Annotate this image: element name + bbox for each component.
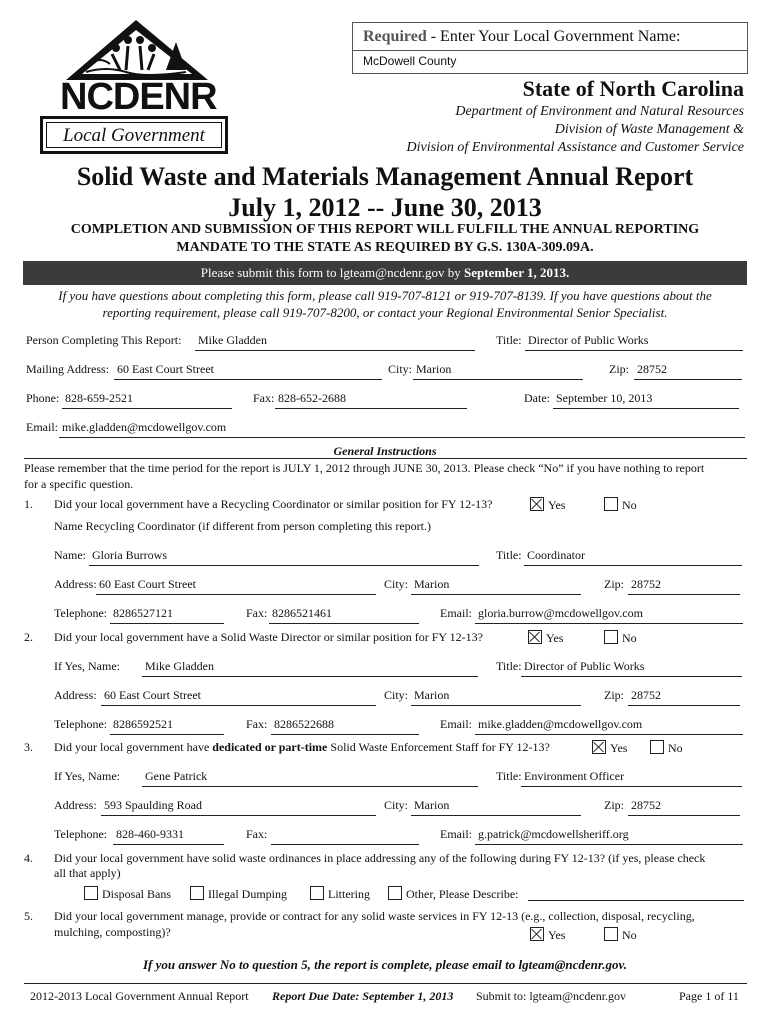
q2-zip-underline <box>628 705 740 706</box>
q3-no-checkbox-icon[interactable] <box>650 740 664 754</box>
required-label <box>363 28 680 46</box>
q2-fax-field[interactable]: 8286522688 <box>274 717 334 731</box>
q3-tel-underline <box>113 844 224 845</box>
q1-number: 1. <box>24 497 33 511</box>
q4-option-illegal-dumping[interactable] <box>190 886 287 902</box>
q1-name-field[interactable]: Gloria Burrows <box>92 548 167 562</box>
q2-title-label: Title: <box>496 659 522 673</box>
contact-title-label: Title: <box>496 333 522 347</box>
q3-city-label: City: <box>384 798 409 812</box>
q3-yes-option[interactable] <box>592 740 627 756</box>
contact-email-underline <box>59 437 745 438</box>
q3-no-label: No <box>668 741 683 755</box>
q2-address-underline <box>101 705 376 706</box>
contact-email-label: Email: <box>26 420 58 434</box>
q2-fax-label: Fax: <box>246 717 268 731</box>
q3-yes-checkbox-icon[interactable] <box>592 740 606 754</box>
littering-checkbox-icon[interactable] <box>310 886 324 900</box>
instructions-rule <box>24 458 747 459</box>
q2-email-field[interactable]: mike.gladden@mcdowellgov.com <box>478 717 643 731</box>
q1-zip-field[interactable]: 28752 <box>631 577 661 591</box>
q1-zip-label: Zip: <box>604 577 624 591</box>
q3-number: 3. <box>24 740 33 754</box>
q2-city-field[interactable]: Marion <box>414 688 450 702</box>
person-label: Person Completing This Report: <box>26 333 182 347</box>
q1-tel-underline <box>110 623 224 624</box>
q3-address-label: Address: <box>54 798 97 812</box>
q5-yes-label: Yes <box>548 928 566 942</box>
local-government-name-field[interactable]: McDowell County <box>363 54 457 68</box>
q1-fax-underline <box>269 623 419 624</box>
q2-ifyes-label: If Yes, Name: <box>54 659 120 673</box>
phone-label: Phone: <box>26 391 60 405</box>
q2-tel-underline <box>110 734 224 735</box>
closing-note: If you answer No to question 5, the report is complete, please email to lgteam@ncdenr.gov. <box>142 957 628 972</box>
q4-option-littering[interactable] <box>310 886 370 902</box>
q1-address-label: Address: <box>54 577 97 591</box>
q1-email-underline <box>475 623 743 624</box>
dept-line-3: Division of Environmental Assistance and Customer Service <box>406 140 744 155</box>
littering-label: Littering <box>328 887 370 901</box>
q1-yes-option[interactable] <box>530 497 565 513</box>
mail-underline <box>114 379 382 380</box>
questions-note-1: If you have questions about completing this form, please call 919-707-8121 or 919-707-8139. If you have questions about the <box>58 288 712 303</box>
footer-rule <box>24 983 747 984</box>
q5-yes-option[interactable] <box>530 927 565 943</box>
q2-name-underline <box>142 676 478 677</box>
state-title: State of North Carolina <box>522 76 744 101</box>
q1-sub-label: Name Recycling Coordinator (if different from person completing this report.) <box>54 519 432 533</box>
footer-report-name: 2012-2013 Local Government Annual Report <box>30 989 249 1003</box>
q3-zip-underline <box>628 815 740 816</box>
q1-city-underline <box>411 594 581 595</box>
contact-zip-label: Zip: <box>609 362 629 376</box>
contact-fax-label: Fax: <box>253 391 275 405</box>
date-field[interactable]: September 10, 2013 <box>556 391 653 405</box>
q1-no-option[interactable] <box>604 497 637 513</box>
instructions-heading: General Instructions <box>333 444 437 458</box>
q2-address-field[interactable]: 60 East Court Street <box>104 688 201 702</box>
q2-city-label: City: <box>384 688 409 702</box>
q2-no-checkbox-icon[interactable] <box>604 630 618 644</box>
contact-title-field[interactable]: Director of Public Works <box>528 333 649 347</box>
q5-no-label: No <box>622 928 637 942</box>
q2-email-label: Email: <box>440 717 472 731</box>
q2-text: Did your local government have a Solid Waste Director or similar position for FY 12-13? <box>54 630 483 644</box>
q5-no-checkbox-icon[interactable] <box>604 927 618 941</box>
required-name-box <box>352 22 748 74</box>
q3-title-field[interactable]: Environment Officer <box>524 769 625 783</box>
dept-line-2: Division of Waste Management & <box>554 122 744 137</box>
q5-line-2: mulching, composting)? <box>54 925 171 939</box>
q3-yes-label: Yes <box>610 741 628 755</box>
q1-no-label: No <box>622 498 637 512</box>
q2-yes-checkbox-icon[interactable] <box>528 630 542 644</box>
q1-address-underline <box>96 594 376 595</box>
q3-tel-label: Telephone: <box>54 827 108 841</box>
report-title: Solid Waste and Materials Management Annual Report <box>76 162 694 191</box>
footer-submit: Submit to: lgteam@ncdenr.gov <box>476 989 627 1003</box>
person-field[interactable]: Mike Gladden <box>198 333 267 347</box>
q5-line-1: Did your local government manage, provide or contract for any solid waste services in FY 12-13 (e.g., collection, disposal, recycling, <box>54 909 695 923</box>
q3-text-pre: Did your local government have <box>54 740 213 754</box>
q1-name-label: Name: <box>54 548 86 562</box>
mandate-line-1: COMPLETION AND SUBMISSION OF THIS REPORT WILL FULFILL THE ANNUAL REPORTING <box>70 222 700 237</box>
q3-email-field[interactable]: g.patrick@mcdowellsheriff.org <box>478 827 629 841</box>
q5-yes-checkbox-icon[interactable] <box>530 927 544 941</box>
q3-email-label: Email: <box>440 827 472 841</box>
logo-sublabel-box <box>40 116 228 154</box>
q2-title-field[interactable]: Director of Public Works <box>524 659 645 673</box>
q3-name-underline <box>142 786 478 787</box>
q1-city-field[interactable]: Marion <box>414 577 450 591</box>
q2-no-option[interactable] <box>604 630 637 646</box>
q3-text-bold: dedicated or part-time <box>212 740 328 754</box>
q4-line-1: Did your local government have solid waste ordinances in place addressing any of the following during FY 12-13? (if yes, please check <box>54 851 706 865</box>
mail-field[interactable]: 60 East Court Street <box>117 362 214 376</box>
q5-no-option[interactable] <box>604 927 637 943</box>
q1-text: Did your local government have a Recycling Coordinator or similar position for FY 12-13? <box>54 497 493 511</box>
contact-zip-field[interactable]: 28752 <box>637 362 667 376</box>
q1-address-field[interactable]: 60 East Court Street <box>99 577 196 591</box>
disposal-bans-label: Disposal Bans <box>102 887 171 901</box>
q2-city-underline <box>411 705 581 706</box>
q3-no-option[interactable] <box>650 740 683 756</box>
footer-page-number: Page 1 of 11 <box>679 989 739 1003</box>
q1-title-label: Title: <box>496 548 522 562</box>
required-bold: Required <box>363 28 427 45</box>
required-divider <box>353 50 747 51</box>
instructions-line-1: Please remember that the time period for the report is JULY 1, 2012 through JUNE 30, 2013. Please check “No” if you have nothing to report <box>24 461 705 475</box>
contact-fax-field[interactable]: 828-652-2688 <box>278 391 346 405</box>
q2-tel-label: Telephone: <box>54 717 108 731</box>
q3-title-label: Title: <box>496 769 522 783</box>
required-rest: - Enter Your Local Government Name: <box>426 28 681 45</box>
q4-other-describe-field[interactable] <box>528 900 744 901</box>
q2-tel-field[interactable]: 8286592521 <box>113 717 173 731</box>
contact-city-underline <box>413 379 583 380</box>
q1-title-field[interactable]: Coordinator <box>527 548 585 562</box>
person-underline <box>195 350 475 351</box>
q3-text <box>54 740 550 755</box>
q1-yes-checkbox-icon[interactable] <box>530 497 544 511</box>
q3-address-underline <box>101 815 376 816</box>
contact-city-label: City: <box>388 362 413 376</box>
q2-yes-label: Yes <box>546 631 564 645</box>
q5-number: 5. <box>24 909 33 923</box>
dept-line-1: Department of Environment and Natural Resources <box>455 104 744 119</box>
q3-city-field[interactable]: Marion <box>414 798 450 812</box>
q3-address-field[interactable]: 593 Spaulding Road <box>104 798 202 812</box>
contact-title-underline <box>525 350 743 351</box>
q1-zip-underline <box>628 594 740 595</box>
q1-name-underline <box>89 565 479 566</box>
other-checkbox-icon[interactable] <box>388 886 402 900</box>
mandate-line-2: MANDATE TO THE STATE AS REQUIRED BY G.S. 130A-309.09A. <box>176 240 594 255</box>
q3-zip-field[interactable]: 28752 <box>631 798 661 812</box>
q3-ifyes-label: If Yes, Name: <box>54 769 120 783</box>
illegal-dumping-label: Illegal Dumping <box>208 887 287 901</box>
other-label: Other, Please Describe: <box>406 887 519 901</box>
q1-fax-label: Fax: <box>246 606 268 620</box>
contact-fax-underline <box>275 408 467 409</box>
q3-fax-underline <box>271 844 419 845</box>
q1-yes-label: Yes <box>548 498 566 512</box>
q1-email-label: Email: <box>440 606 472 620</box>
ncdenr-logo <box>36 18 236 160</box>
contact-city-field[interactable]: Marion <box>416 362 452 376</box>
q1-tel-label: Telephone: <box>54 606 108 620</box>
q1-email-field[interactable]: gloria.burrow@mcdowellgov.com <box>478 606 643 620</box>
banner-date: September 1, 2013. <box>464 265 570 280</box>
q2-fax-underline <box>271 734 419 735</box>
contact-email-field[interactable]: mike.gladden@mcdowellgov.com <box>62 420 227 434</box>
q1-fax-field[interactable]: 8286521461 <box>272 606 332 620</box>
contact-zip-underline <box>634 379 742 380</box>
disposal-bans-checkbox-icon[interactable] <box>84 886 98 900</box>
q2-zip-label: Zip: <box>604 688 624 702</box>
q3-name-field[interactable]: Gene Patrick <box>145 769 208 783</box>
q2-yes-option[interactable] <box>528 630 563 646</box>
q2-zip-field[interactable]: 28752 <box>631 688 661 702</box>
questions-note-2: reporting requirement, please call 919-707-8200, or contact your Regional Environmental Senior Specialist. <box>102 305 668 320</box>
q2-number: 2. <box>24 630 33 644</box>
q2-address-label: Address: <box>54 688 97 702</box>
q2-title-underline <box>521 676 742 677</box>
q4-number: 4. <box>24 851 33 865</box>
q2-email-underline <box>475 734 743 735</box>
q1-title-underline <box>524 565 742 566</box>
illegal-dumping-checkbox-icon[interactable] <box>190 886 204 900</box>
q4-option-other[interactable] <box>388 886 518 902</box>
q4-option-disposal-bans[interactable] <box>84 886 171 902</box>
submit-banner <box>23 261 747 285</box>
q3-title-underline <box>521 786 742 787</box>
banner-text: Please submit this form to lgteam@ncdenr.gov by <box>200 265 465 280</box>
q4-line-2: all that apply) <box>54 866 121 880</box>
q1-tel-field[interactable]: 8286527121 <box>113 606 173 620</box>
date-label: Date: <box>524 391 550 405</box>
q3-tel-field[interactable]: 828-460-9331 <box>116 827 184 841</box>
q3-city-underline <box>411 815 581 816</box>
logo-wordmark: NCDENR <box>60 76 217 118</box>
q3-zip-label: Zip: <box>604 798 624 812</box>
q3-email-underline <box>475 844 743 845</box>
report-period: July 1, 2012 -- June 30, 2013 <box>228 193 542 222</box>
phone-field[interactable]: 828-659-2521 <box>65 391 133 405</box>
q3-text-post: Solid Waste Enforcement Staff for FY 12-13? <box>327 740 550 754</box>
phone-underline <box>62 408 232 409</box>
q2-name-field[interactable]: Mike Gladden <box>145 659 214 673</box>
q3-fax-label: Fax: <box>246 827 268 841</box>
mail-label: Mailing Address: <box>26 362 109 376</box>
date-underline <box>553 408 739 409</box>
q1-no-checkbox-icon[interactable] <box>604 497 618 511</box>
q1-city-label: City: <box>384 577 409 591</box>
q2-no-label: No <box>622 631 637 645</box>
logo-sublabel: Local Government <box>63 125 205 146</box>
instructions-line-2: for a specific question. <box>24 477 134 491</box>
footer-due-date: Report Due Date: September 1, 2013 <box>272 989 454 1003</box>
